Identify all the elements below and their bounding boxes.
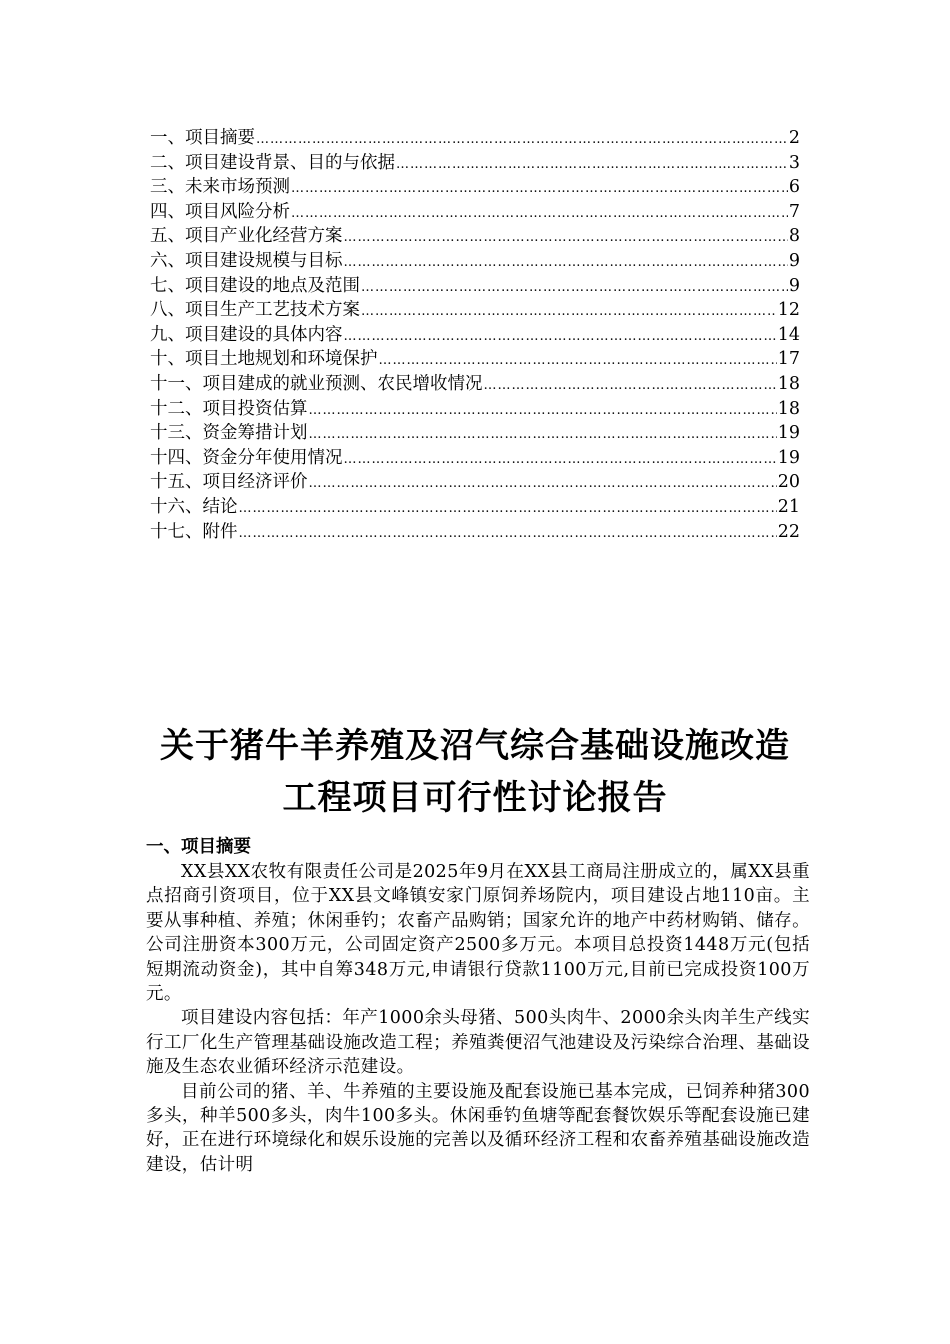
toc-page-number: 8 bbox=[788, 226, 800, 247]
toc-entry[interactable] bbox=[150, 446, 800, 471]
toc-entry[interactable] bbox=[150, 372, 800, 397]
toc-page-number: 18 bbox=[777, 398, 800, 419]
toc-entry[interactable] bbox=[150, 274, 800, 299]
toc-leader-dots bbox=[239, 522, 777, 547]
toc-leader-dots bbox=[309, 423, 777, 448]
toc-page-number: 19 bbox=[777, 447, 800, 468]
toc-entry-label: 三、未来市场预测 bbox=[150, 177, 290, 198]
toc-leader-dots bbox=[484, 374, 777, 399]
toc-entry-label: 十七、附件 bbox=[150, 521, 238, 542]
toc-entry[interactable] bbox=[150, 470, 800, 495]
toc-entry-label: 十一、项目建成的就业预测、农民增收情况 bbox=[150, 373, 483, 394]
toc-entry[interactable] bbox=[150, 126, 800, 151]
toc-entry-label: 四、项目风险分析 bbox=[150, 201, 290, 222]
toc-entry-label: 十四、资金分年使用情况 bbox=[150, 447, 343, 468]
toc-leader-dots bbox=[256, 128, 788, 153]
toc-page-number: 20 bbox=[777, 472, 800, 493]
toc-leader-dots bbox=[291, 177, 788, 202]
body-paragraph: XX县XX农牧有限责任公司是2025年9月在XX县工商局注册成立的，属XX县重点招商引资项目，位于XX县文峰镇安家门原饲养场院内，项目建设占地110亩。主要从事种植、养殖；休闲垂钓；农畜产品购销；国家允许的地产中药材购销、储存。公司注册资本300万元，公司固定资产2500多万元。本项目总投资1448万元(包括短期流动资金)，其中自筹348万元,申请银行贷款1100万元,目前已完成投资100万元。 bbox=[146, 862, 810, 1005]
toc-leader-dots bbox=[344, 251, 788, 276]
toc-entry[interactable] bbox=[150, 347, 800, 372]
toc-entry[interactable] bbox=[150, 175, 800, 200]
toc-leader-dots bbox=[361, 276, 788, 301]
toc-page-number: 7 bbox=[788, 201, 800, 222]
toc-entry-label: 一、项目摘要 bbox=[150, 128, 255, 148]
toc-page-number: 18 bbox=[777, 373, 800, 394]
toc-page-number: 12 bbox=[777, 300, 800, 321]
toc-leader-dots bbox=[309, 472, 777, 497]
body-paragraph: 项目建设内容包括：年产1000余头母猪、500头肉牛、2000余头肉羊生产线实行工厂化生产管理基础设施改造工程；养殖粪便沼气池建设及污染综合治理、基础设施及生态农业循环经济示范建设。 bbox=[146, 1008, 810, 1078]
document-title-line-1: 关于猪牛羊养殖及沼气综合基础设施改造 bbox=[160, 726, 790, 766]
toc-page-number: 21 bbox=[777, 496, 800, 517]
toc-entry-label: 十二、项目投资估算 bbox=[150, 398, 308, 419]
toc-entry[interactable] bbox=[150, 421, 800, 446]
toc-leader-dots bbox=[379, 349, 777, 374]
toc-page-number: 2 bbox=[788, 128, 800, 148]
toc-entry[interactable] bbox=[150, 200, 800, 225]
toc-entry[interactable] bbox=[150, 224, 800, 249]
toc-entry[interactable] bbox=[150, 495, 800, 520]
toc-page-number: 19 bbox=[777, 423, 800, 444]
section-project-summary bbox=[146, 834, 810, 1177]
toc-page-number: 9 bbox=[788, 250, 800, 271]
toc-entry[interactable] bbox=[150, 397, 800, 422]
document-title bbox=[100, 720, 850, 824]
toc-entry-label: 九、项目建设的具体内容 bbox=[150, 324, 343, 345]
toc-entry-label: 十、项目土地规划和环境保护 bbox=[150, 349, 378, 370]
toc-page-number: 22 bbox=[777, 521, 800, 542]
toc-leader-dots bbox=[291, 202, 788, 227]
toc-entry-label: 六、项目建设规模与目标 bbox=[150, 250, 343, 271]
toc-page-number: 14 bbox=[777, 324, 800, 345]
toc-leader-dots bbox=[396, 153, 788, 178]
toc-leader-dots bbox=[361, 300, 777, 325]
body-paragraph: 目前公司的猪、羊、牛养殖的主要设施及配套设施已基本完成，已饲养种猪300多头，种羊500多头，肉牛100多头。休闲垂钓鱼塘等配套餐饮娱乐等配套设施已建好，正在进行环境绿化和娱乐设施的完善以及循环经济工程和农畜养殖基础设施改造建设，估计明 bbox=[146, 1081, 810, 1175]
toc-entry-label: 十六、结论 bbox=[150, 496, 238, 517]
toc-leader-dots bbox=[309, 399, 777, 424]
toc-entry-label: 五、项目产业化经营方案 bbox=[150, 226, 343, 247]
toc-entry-label: 十五、项目经济评价 bbox=[150, 472, 308, 493]
toc-leader-dots bbox=[344, 448, 777, 473]
toc-leader-dots bbox=[239, 497, 777, 522]
toc-entry-label: 八、项目生产工艺技术方案 bbox=[150, 300, 360, 321]
toc-page-number: 9 bbox=[788, 275, 800, 296]
section-heading: 一、项目摘要 bbox=[146, 837, 251, 857]
toc-entry[interactable] bbox=[150, 298, 800, 323]
toc-entry-label: 七、项目建设的地点及范围 bbox=[150, 275, 360, 296]
document-title-line-2: 工程项目可行性讨论报告 bbox=[282, 778, 668, 818]
toc-page-number: 17 bbox=[777, 349, 800, 370]
toc-leader-dots bbox=[344, 325, 777, 350]
toc-leader-dots bbox=[344, 226, 788, 251]
table-of-contents bbox=[150, 126, 800, 544]
toc-entry-label: 十三、资金筹措计划 bbox=[150, 423, 308, 444]
toc-entry[interactable] bbox=[150, 249, 800, 274]
toc-entry[interactable] bbox=[150, 151, 800, 176]
toc-entry[interactable] bbox=[150, 520, 800, 545]
toc-entry-label: 二、项目建设背景、目的与依据 bbox=[150, 152, 395, 173]
toc-page-number: 6 bbox=[788, 177, 800, 198]
toc-entry[interactable] bbox=[150, 323, 800, 348]
toc-page-number: 3 bbox=[788, 152, 800, 173]
